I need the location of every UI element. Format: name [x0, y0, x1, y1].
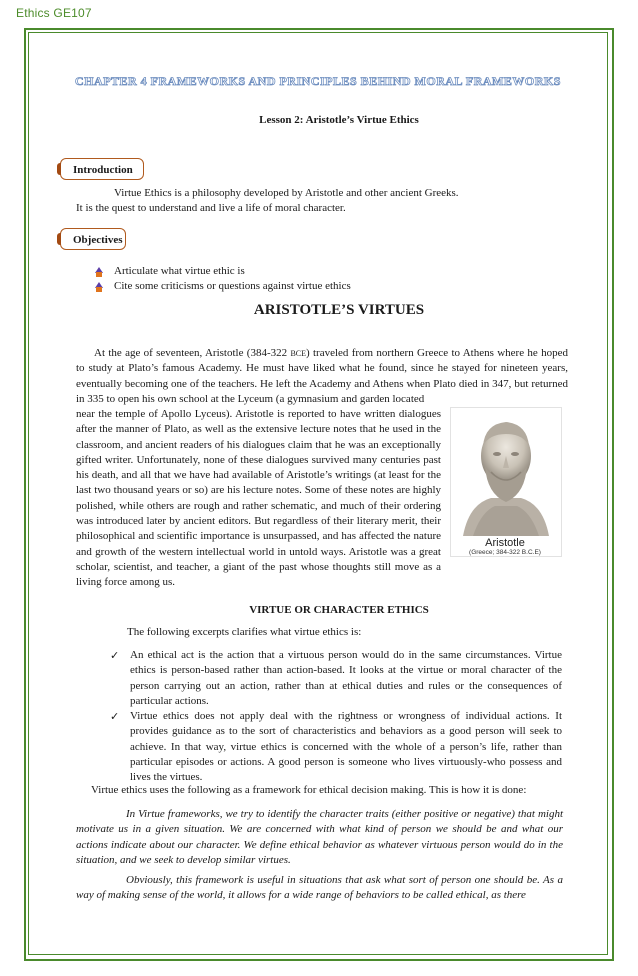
list-item: Cite some criticisms or questions against virtue ethics: [94, 279, 351, 294]
introduction-text: [76, 186, 576, 217]
excerpt-lead: The following excerpts clarifies what virtue ethics is:: [127, 626, 362, 638]
aristotle-bust-illustration: [451, 408, 561, 538]
portrait-caption: Aristotle: [485, 537, 525, 549]
virtue-ethics-checklist: [110, 648, 562, 786]
aristotle-portrait-image: [450, 407, 562, 557]
portrait-subcaption: (Greece; 384-322 B.C.E): [469, 549, 541, 556]
aristotle-bio-continued: near the temple of Apollo Lyceus). Aristotle is reported to have written dialogues after the manner of Plato, as well as the extensive lecture notes that he used in the classroom, and ancient readers of his dialogues claim that he was an exceptionally gifted writer. Unfortunately, none of these dialogues survived many centuries past his death, and all that we have had available of Aristotle’s writings (at least for the last two thousand years or so) are his lecture notes. Some of these notes are highly polished, while others are rough and rather schematic, and much of their ordering was introduced later by ancient editors. But regardless of their literary merit, their philosophical and scientific importance is unsurpassed, and has affected the nature and growth of the western intellectual world in untold ways. Aristotle was a great scholar, scientist, and teacher, a giant of the past whose thoughts still move as a living force among us.: [76, 408, 441, 589]
introduction-line-2: It is the quest to understand and live a life of moral character.: [76, 202, 346, 215]
section-heading-character-ethics: VIRTUE OR CHARACTER ETHICS: [249, 604, 429, 616]
bce-abbrev: BCE: [290, 349, 306, 358]
virtue-framework-paragraph: In Virtue frameworks, we try to identify the character traits (either positive or negative) that might motivate us in a given situation. We are concerned with what kind of person we should be and what our actions indicate about our character. We define ethical behavior as whatever virtuous person would do in the situation, and we seek to develop similar virtues.: [76, 808, 563, 866]
lesson-title: Lesson 2: Aristotle’s Virtue Ethics: [259, 114, 419, 126]
arrow-bullet-icon: [94, 282, 104, 292]
aristotle-bio-paragraph: At the age of seventeen, Aristotle (384-322 BCE) traveled from northern Greece to Athens where he hoped to study at Plato’s famous Academy. He must have liked what he found, since he stayed for nineteen years, eventually becoming one of the teachers. He left the Academy and Athens when Plato died in 347, but returned in 335 to open his own school at the Lyceum (a gymnasium and garden located: [76, 347, 568, 405]
chapter-title: CHAPTER 4 FRAMEWORKS AND PRINCIPLES BEHIND MORAL FRAMEWORKS: [75, 74, 561, 88]
list-item: Articulate what virtue ethic is: [94, 264, 351, 279]
objectives-label: Objectives: [60, 228, 126, 250]
list-item: ✓ Virtue ethics does not apply deal with the rightness or wrongness of individual actions. It provides guidance as to the sort of characteristics and behaviors as a good person will seek to achieve. In that way, virtue ethics is concerned with the whole of a person’s life, rather than particular episodes or actions. A good person is someone who lives virtuously-who possess and lives the virtues.: [110, 709, 562, 785]
list-item: ✓ An ethical act is the action that a virtuous person would do in the same circumstances. Virtue ethics is person-based rather than action-based. It looks at the virtue or moral character of the person carrying out an action, rather than at ethical duties and rules or the consequences of particular actions.: [110, 648, 562, 709]
framework-lead: Virtue ethics uses the following as a framework for ethical decision making. This is how it is done:: [91, 784, 527, 796]
introduction-line-1: Virtue Ethics is a philosophy developed by Aristotle and other ancient Greeks.: [114, 187, 459, 199]
course-header: Ethics GE107: [16, 6, 92, 20]
section-heading-virtues: ARISTOTLE’S VIRTUES: [253, 302, 425, 318]
introduction-label: Introduction: [60, 158, 144, 180]
framework-usefulness-paragraph: Obviously, this framework is useful in situations that ask what sort of person one should be. As a way of making sense of the world, it allows for a wide range of behaviors to be called ethical, as there: [76, 874, 563, 902]
checkmark-icon: ✓: [110, 649, 120, 662]
checkmark-icon: ✓: [110, 710, 120, 724]
arrow-bullet-icon: [94, 267, 104, 277]
objectives-list: [94, 264, 351, 295]
